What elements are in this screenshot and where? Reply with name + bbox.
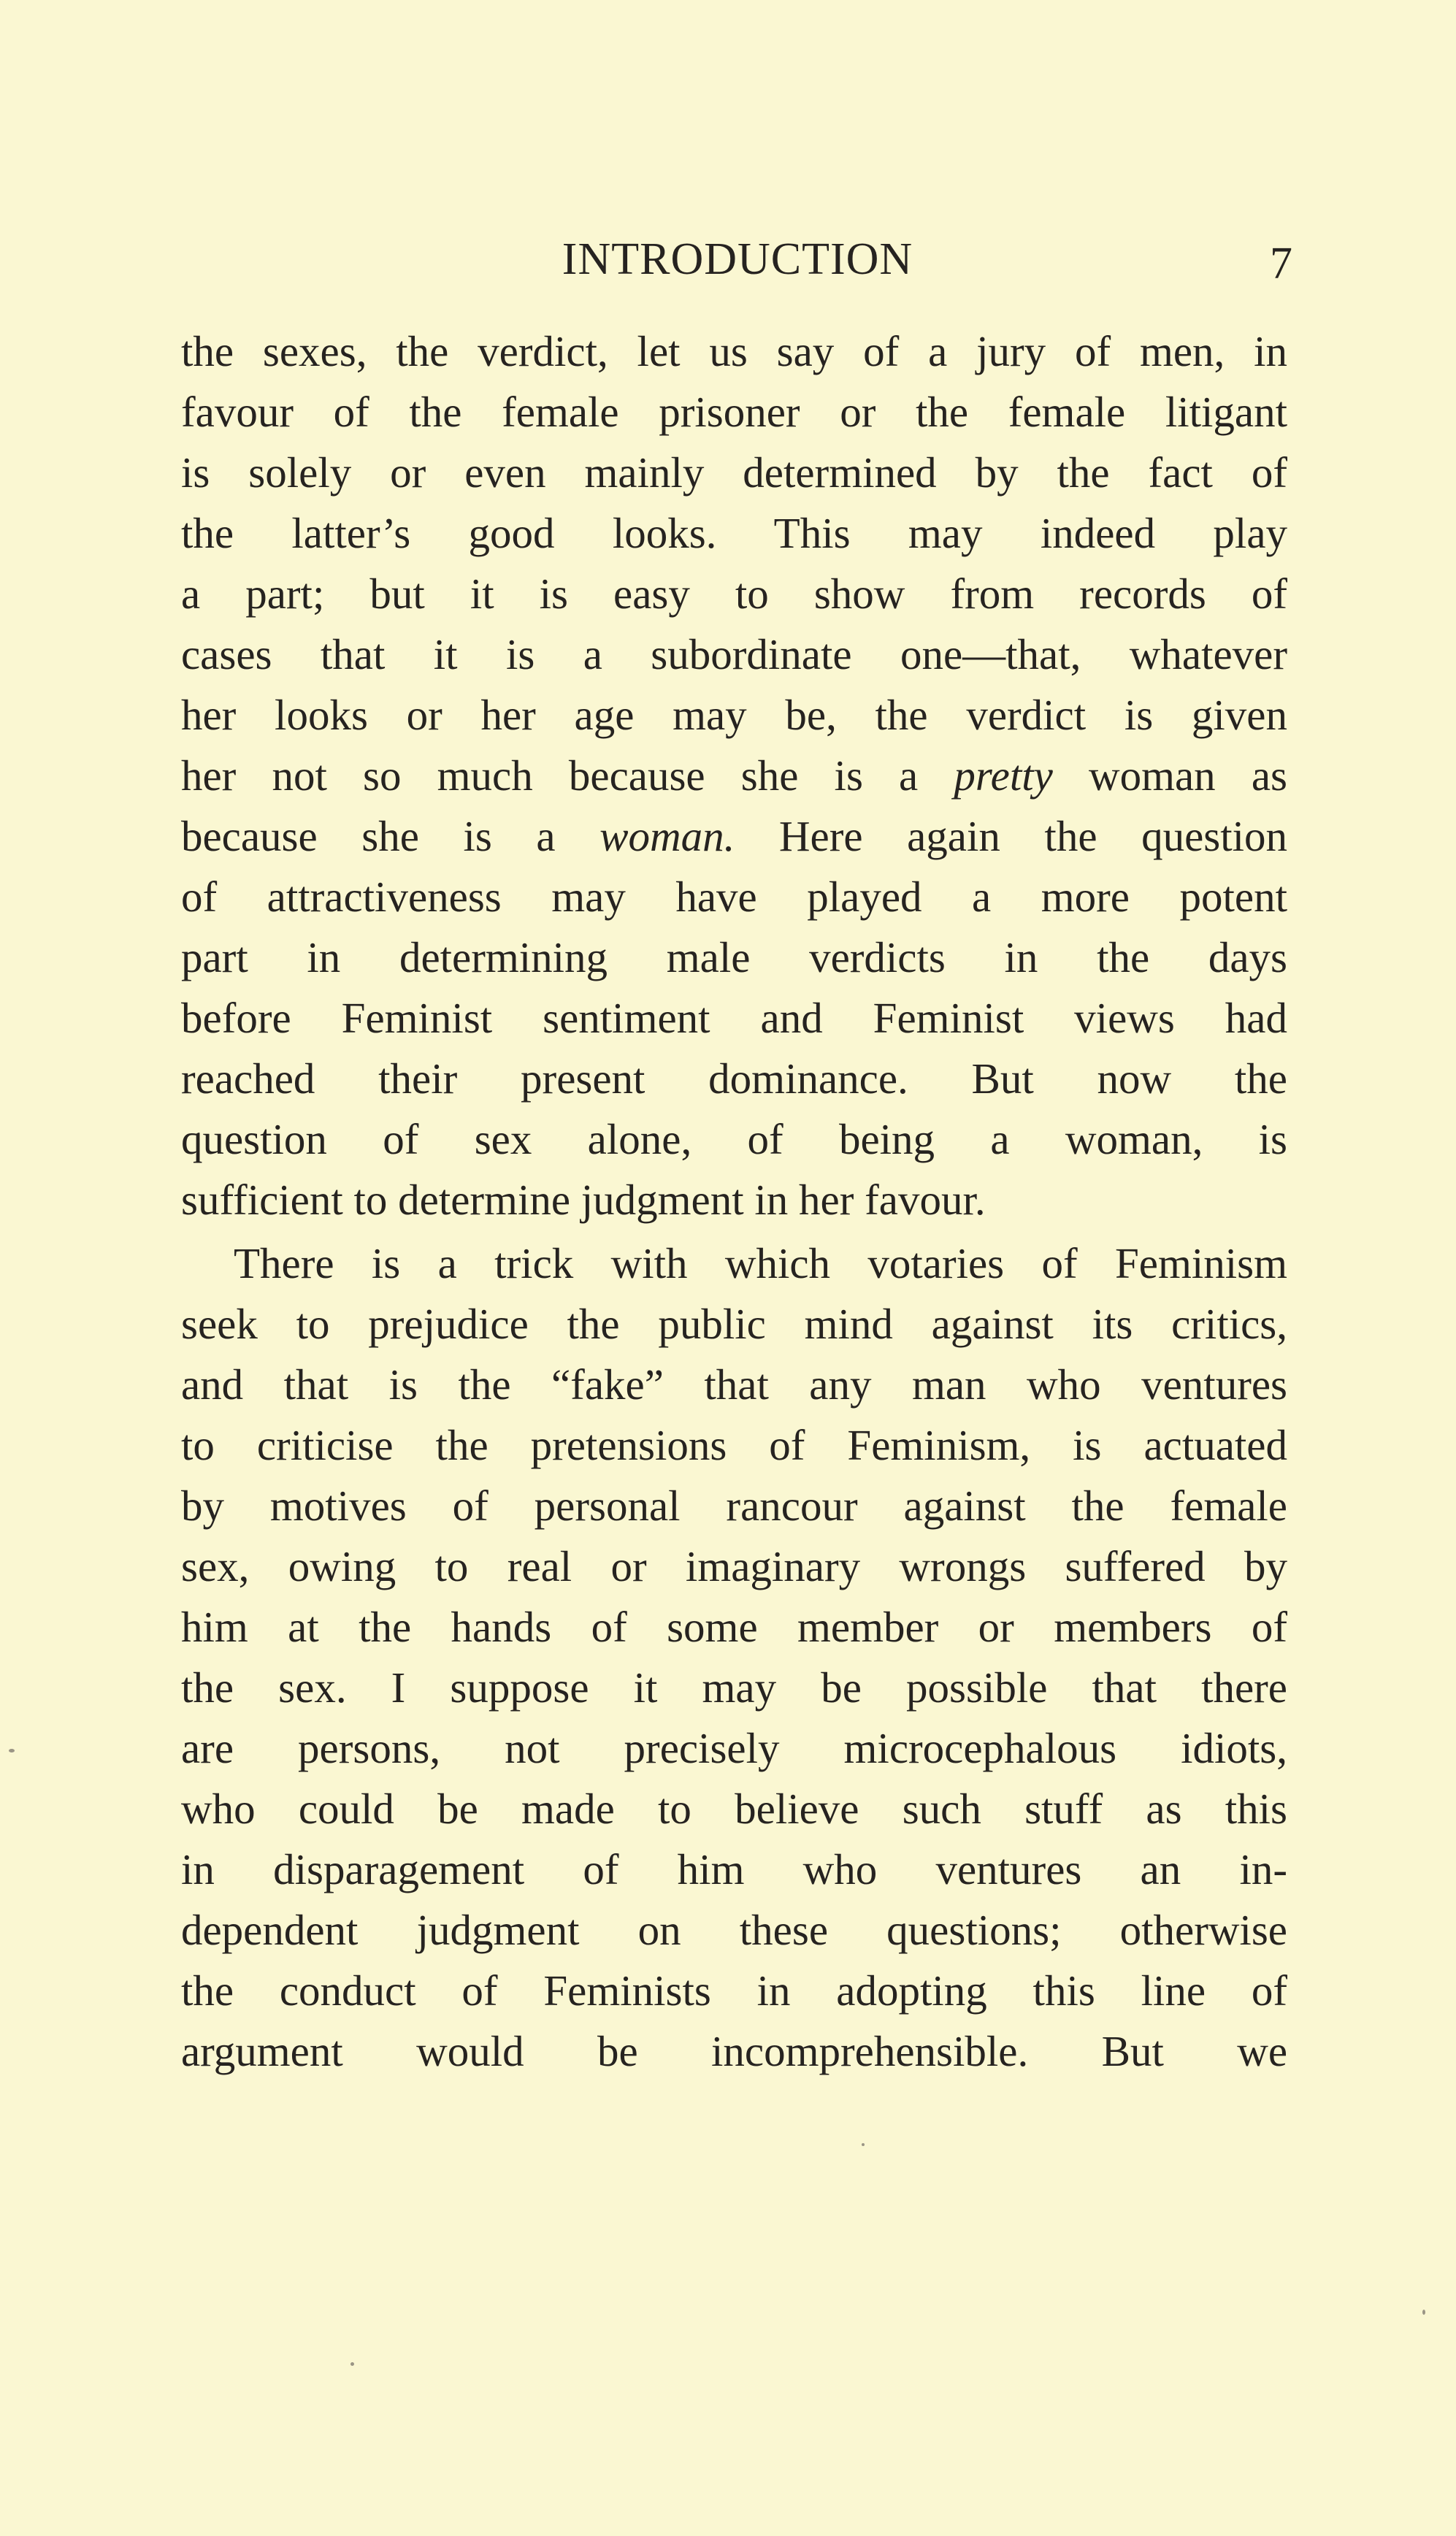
- text-run: cases that it is a subordinate one—that, whatever: [181, 630, 1287, 678]
- italic-word: woman.: [599, 812, 735, 860]
- text-run: the sex. I suppose it may be possible that there: [181, 1663, 1287, 1712]
- text-run: sufficient to determine judgment in her favour.: [181, 1176, 986, 1224]
- text-run: argument would be incomprehensible. But we: [181, 2027, 1287, 2075]
- text-run: because she is a: [181, 812, 600, 860]
- text-run: her not so much because she is a: [181, 751, 954, 800]
- text-line: [181, 685, 1287, 746]
- text-run: a part; but it is easy to show from records of: [181, 570, 1287, 618]
- chapter-title: INTRODUCTION: [562, 234, 913, 284]
- text-run: seek to prejudice the public mind against its critics,: [181, 1300, 1287, 1348]
- scan-speck: [350, 2362, 354, 2366]
- text-run: the conduct of Feminists in adopting this line of: [181, 1966, 1287, 2015]
- text-line: [181, 1779, 1287, 1839]
- text-line: [181, 1170, 1287, 1230]
- text-line: [181, 746, 1287, 806]
- text-line: [181, 927, 1287, 988]
- text-run: Here again the question: [735, 812, 1287, 860]
- text-line: [181, 1415, 1287, 1476]
- text-line: [181, 443, 1287, 503]
- text-run: is solely or even mainly determined by the fact of: [181, 448, 1287, 497]
- text-line: [181, 1839, 1287, 1900]
- text-run: sex, owing to real or imaginary wrongs suffered by: [181, 1542, 1287, 1590]
- text-line: [181, 564, 1287, 624]
- text-line: [181, 1536, 1287, 1597]
- text-line: [181, 806, 1287, 867]
- text-run: part in determining male verdicts in the days: [181, 933, 1287, 981]
- text-line: [181, 1355, 1287, 1415]
- text-run: and that is the “fake” that any man who ventures: [181, 1360, 1287, 1409]
- text-line: [181, 503, 1287, 564]
- text-line: [181, 1109, 1287, 1170]
- text-line: [181, 624, 1287, 685]
- text-run: the sexes, the verdict, let us say of a jury of men, in: [181, 327, 1287, 375]
- scan-speck: [9, 1749, 15, 1752]
- text-line: [181, 321, 1287, 382]
- text-line: [181, 1049, 1287, 1109]
- paragraph-2: [181, 1233, 1287, 2082]
- text-run: who could be made to believe such stuff as this: [181, 1785, 1287, 1833]
- text-run: by motives of personal rancour against the female: [181, 1482, 1287, 1530]
- paragraph-1: [181, 321, 1287, 1230]
- scan-speck: [1422, 2310, 1425, 2315]
- text-line: [181, 1658, 1287, 1718]
- body-text: [181, 321, 1287, 2082]
- text-line: [181, 1233, 1287, 1294]
- text-run: There is a trick with which votaries of Feminism: [234, 1239, 1287, 1287]
- text-line: [181, 1294, 1287, 1355]
- text-line: [181, 1597, 1287, 1658]
- text-line: [181, 1900, 1287, 1961]
- text-run: to criticise the pretensions of Feminism, is actuated: [181, 1421, 1287, 1469]
- text-line: [181, 1718, 1287, 1779]
- text-run: are persons, not precisely microcephalous idiots,: [181, 1724, 1287, 1772]
- text-line: [181, 1961, 1287, 2021]
- page-number: 7: [1270, 239, 1292, 288]
- text-run: him at the hands of some member or members of: [181, 1603, 1287, 1651]
- text-line: [181, 2021, 1287, 2082]
- text-run: before Feminist sentiment and Feminist views had: [181, 994, 1287, 1042]
- text-line: [181, 867, 1287, 927]
- text-run: of attractiveness may have played a more potent: [181, 873, 1287, 921]
- scan-speck: [862, 2143, 865, 2146]
- text-run: in disparagement of him who ventures an in-: [181, 1845, 1287, 1893]
- text-run: question of sex alone, of being a woman, is: [181, 1115, 1287, 1163]
- italic-word: pretty: [954, 751, 1053, 800]
- text-run: dependent judgment on these questions; otherwise: [181, 1906, 1287, 1954]
- running-head: [183, 226, 1292, 292]
- text-run: woman as: [1052, 751, 1287, 800]
- text-line: [181, 382, 1287, 443]
- text-run: the latter’s good looks. This may indeed play: [181, 509, 1287, 557]
- text-run: her looks or her age may be, the verdict is given: [181, 691, 1287, 739]
- text-run: favour of the female prisoner or the female litigant: [181, 388, 1287, 436]
- text-line: [181, 1476, 1287, 1536]
- text-run: reached their present dominance. But now the: [181, 1054, 1287, 1103]
- text-line: [181, 988, 1287, 1049]
